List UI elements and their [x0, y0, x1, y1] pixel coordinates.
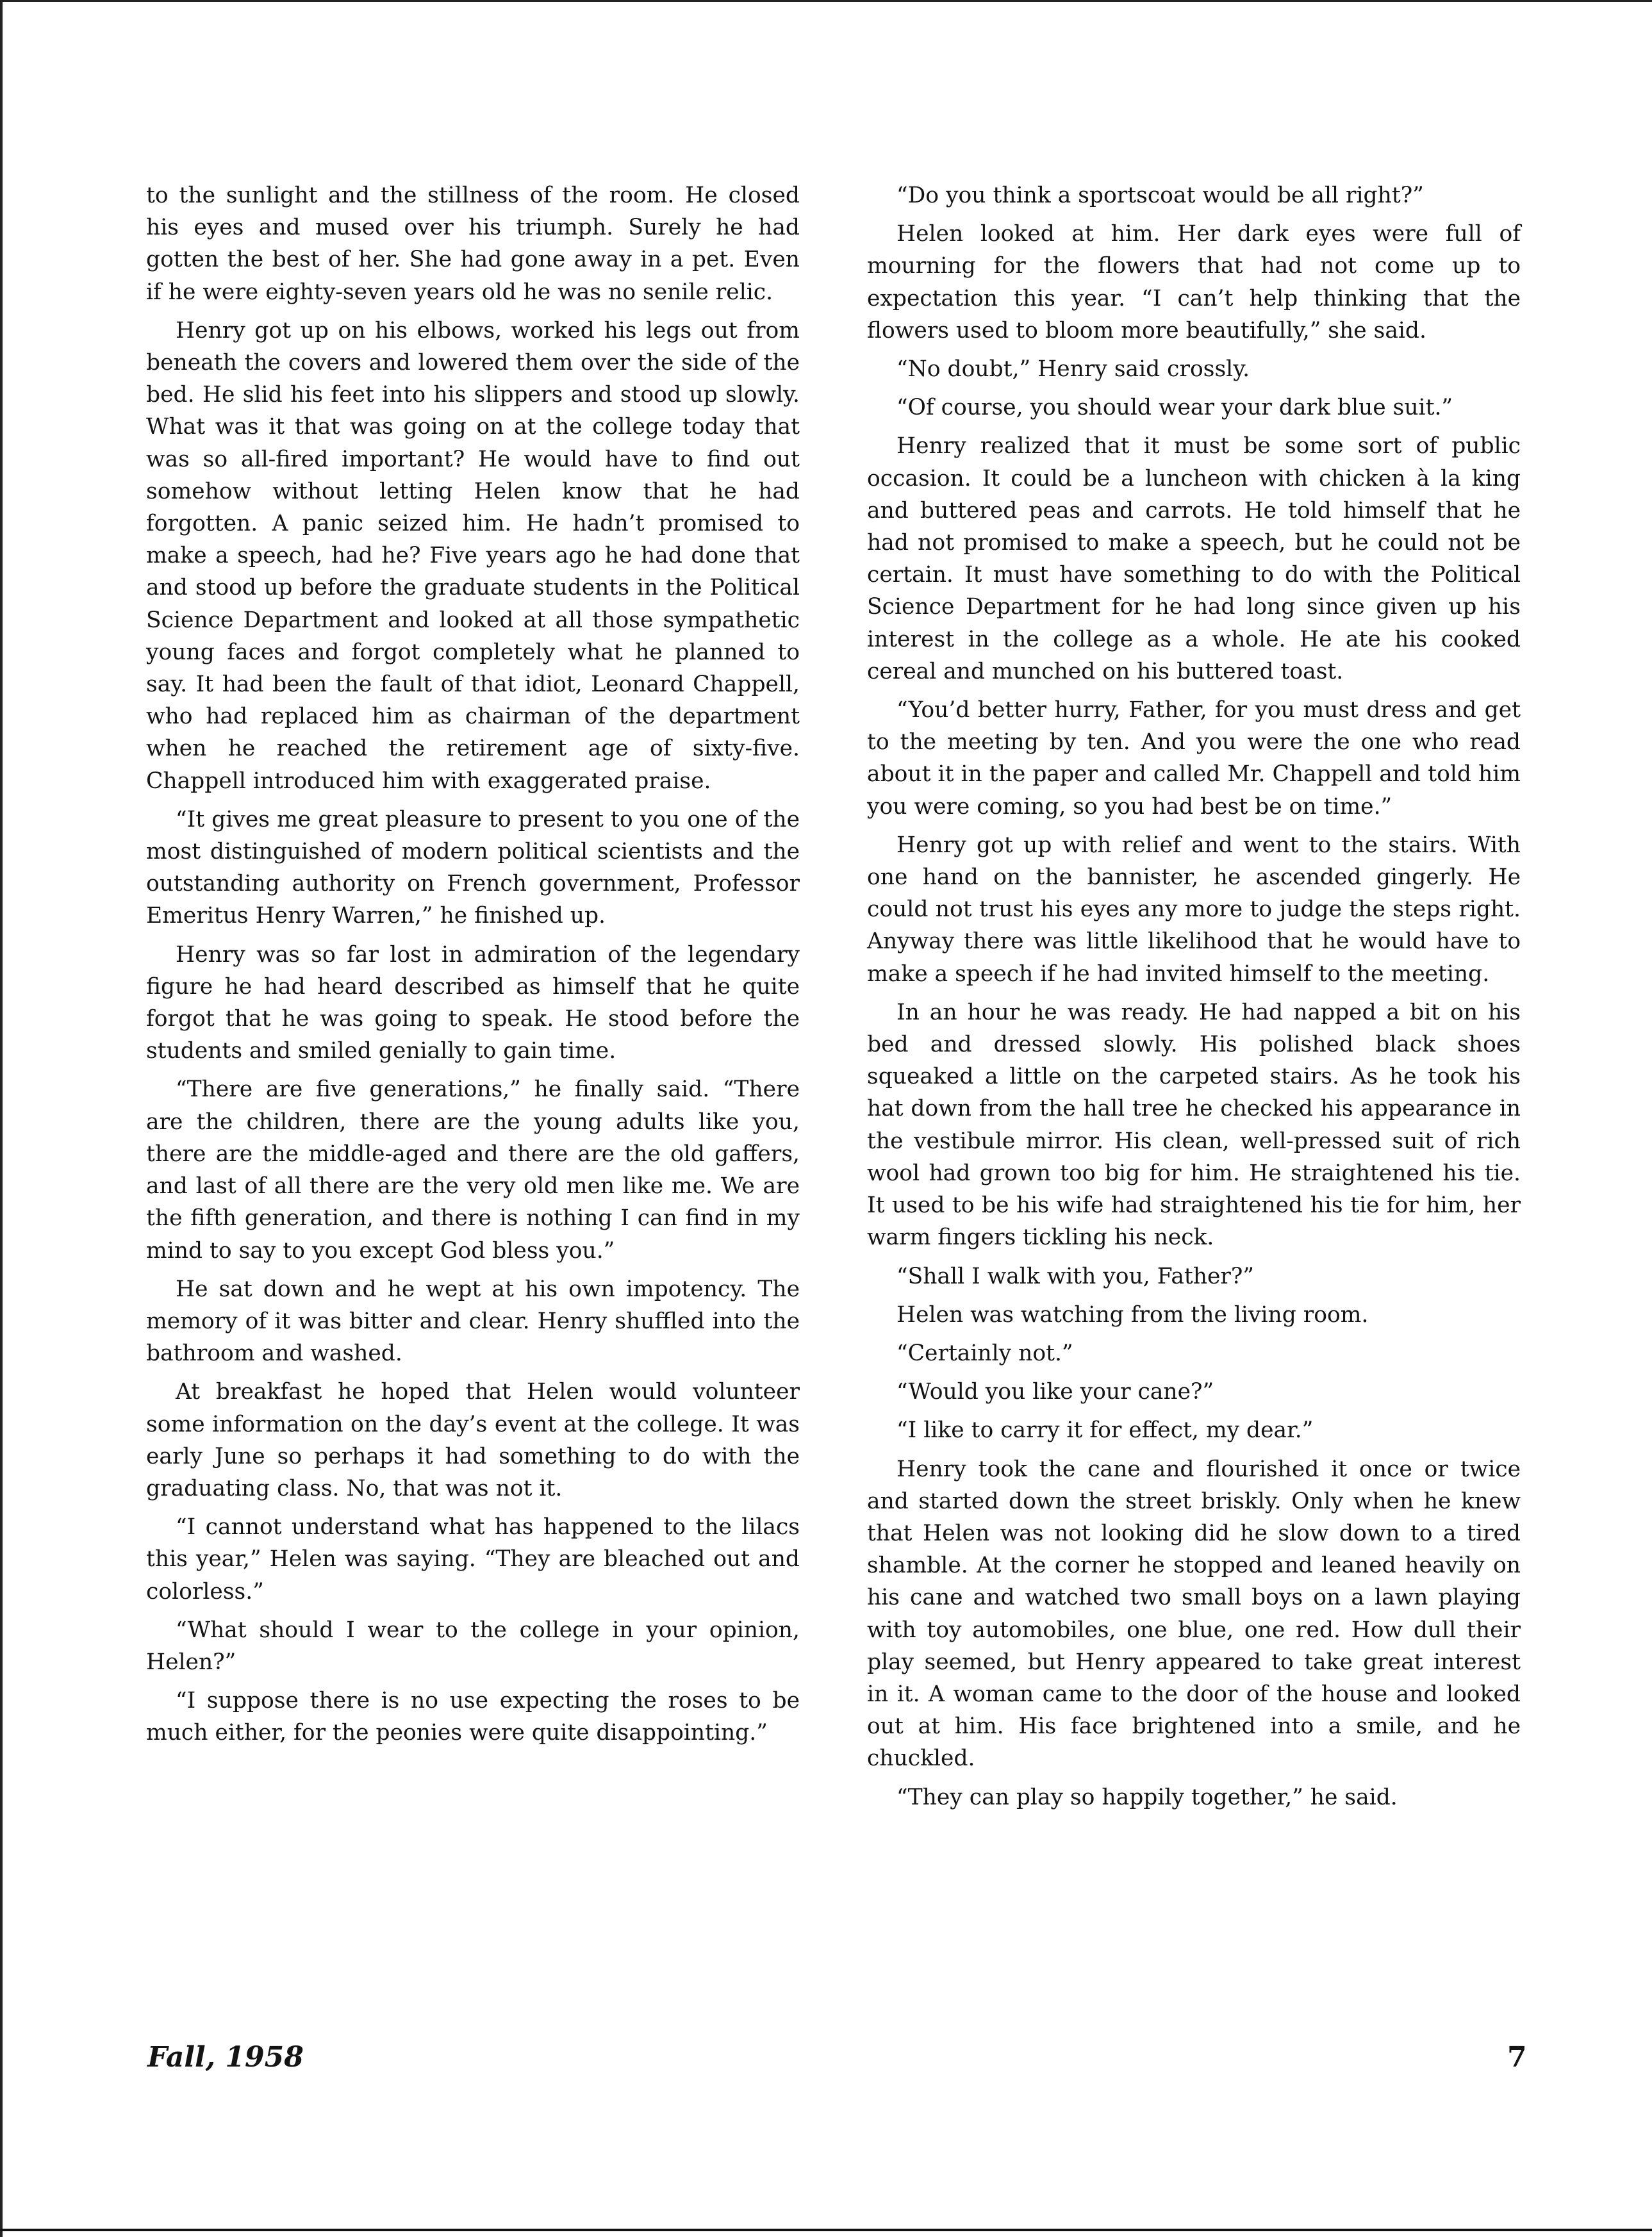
- paragraph: He sat down and he wept at his own impotency. The memory of it was bitter and clear. Henry shuffled into the bathroom and washed.: [146, 1276, 800, 1367]
- scan-edge-top: [0, 0, 1652, 2]
- paragraph: Henry got up with relief and went to the stairs. With one hand on the bannister, he ascended gingerly. He could not trust his eyes any more to judge the steps right. Anyway there was little likelihood that he would have to make a speech if he had invited himself to the meeting.: [867, 832, 1521, 987]
- paragraph: “I suppose there is no use expecting the roses to be much either, for the peonies were quite disappointing.”: [146, 1688, 800, 1746]
- paragraph: “Certainly not.”: [896, 1340, 1073, 1366]
- issue-date: Fall, 1958: [147, 2041, 304, 2074]
- paragraph: “What should I wear to the college in your opinion, Helen?”: [146, 1617, 800, 1675]
- paragraph: Henry got up on his elbows, worked his legs out from beneath the covers and lowered them over the side of the bed. He slid his feet into his slippers and stood up slowly. What was it that was going on at the college today that was so all-fired important? He would have to find out somehow without letting Helen know that he had forgotten. A panic seized him. He hadn’t promised to make a speech, had he? Five years ago he had done that and stood up before the graduate students in the Political Science Department and looked at all those sympathetic young faces and forgot completely what he planned to say. It had been the fault of that idiot, Leonard Chappell, who had replaced him as chairman of the department when he reached the retirement age of sixty-five. Chappell introduced him with exaggerated praise.: [146, 317, 800, 794]
- paragraph: to the sunlight and the stillness of the room. He closed his eyes and mused over his triumph. Surely he had gotten the best of her. She had gone away in a pet. Even if he were eighty-seven years old he was no senile relic.: [146, 183, 800, 305]
- scan-edge-left: [0, 0, 3, 2237]
- paragraph: “Would you like your cane?”: [896, 1379, 1214, 1405]
- paragraph: “Of course, you should wear your dark blue suit.”: [896, 395, 1453, 421]
- paragraph: “You’d better hurry, Father, for you must dress and get to the meeting by ten. And you were the one who read about it in the paper and called Mr. Chappell and told him you were coming, so you had best be on time.”: [867, 697, 1521, 820]
- paragraph: At breakfast he hoped that Helen would volunteer some information on the day’s event at the college. It was early June so perhaps it had something to do with the graduating class. No, that was not it.: [146, 1379, 800, 1501]
- page-number: 7: [1507, 2041, 1527, 2074]
- paragraph: “I like to carry it for effect, my dear.”: [896, 1417, 1314, 1444]
- paragraph: “No doubt,” Henry said crossly.: [896, 356, 1250, 383]
- paragraph: “There are five generations,” he finally said. “There are the children, there are the young adults like you, there are the middle-aged and there are the old gaffers, and last of all there are the very old men like me. We are the fifth generation, and there is nothing I can find in my mind to say to you except God bless you.”: [146, 1077, 800, 1264]
- paragraph: “I cannot understand what has happened to the lilacs this year,” Helen was saying. “They are bleached out and colorless.”: [146, 1514, 800, 1605]
- paragraph: Henry was so far lost in admiration of the legendary figure he had heard described as himself that he quite forgot that he was going to speak. He stood before the students and smiled genially to gain time.: [146, 941, 800, 1064]
- paragraph: “Shall I walk with you, Father?”: [896, 1263, 1255, 1289]
- paragraph: Henry took the cane and flourished it once or twice and started down the street briskly. Only when he knew that Helen was not looking did he slow down to a tired shamble. At the corner he stopped and leaned heavily on his cane and watched two small boys on a lawn playing with toy automobiles, one blue, one red. How dull their play seemed, but Henry appeared to take great interest in it. A woman came to the door of the house and looked out at him. His face brightened into a smile, and he chuckled.: [867, 1456, 1521, 1772]
- scan-edge-bottom: [0, 2229, 1652, 2231]
- paragraph: “Do you think a sportscoat would be all right?”: [896, 183, 1424, 208]
- paragraph: “They can play so happily together,” he said.: [896, 1784, 1398, 1810]
- paragraph: In an hour he was ready. He had napped a bit on his bed and dressed slowly. His polished black shoes squeaked a little on the carpeted stairs. As he took his hat down from the hall tree he checked his appearance in the vestibule mirror. His clean, well-pressed suit of rich wool had grown too big for him. He straightened his tie. It used to be his wife had straightened his tie for him, her warm fingers tickling his neck.: [867, 999, 1521, 1251]
- paragraph: “It gives me great pleasure to present to you one of the most distinguished of modern political scientists and the outstanding authority on French government, Professor Emeritus Henry Warren,” he finished up.: [146, 806, 800, 929]
- paragraph: Helen was watching from the living room.: [896, 1301, 1369, 1328]
- paragraph: Helen looked at him. Her dark eyes were full of mourning for the flowers that had not come up to expectation this year. “I can’t help thinking that the flowers used to bloom more beautifully,” she said.: [867, 221, 1521, 343]
- text-column-right: [867, 179, 1521, 1820]
- text-column-left: [146, 179, 800, 1756]
- paragraph: Henry realized that it must be some sort of public occasion. It could be a luncheon with chicken à la king and buttered peas and carrots. He told himself that he had not promised to make a speech, but he could not be certain. It must have something to do with the Political Science Department for he had long since given up his interest in the college as a whole. He ate his cooked cereal and munched on his buttered toast.: [867, 433, 1521, 684]
